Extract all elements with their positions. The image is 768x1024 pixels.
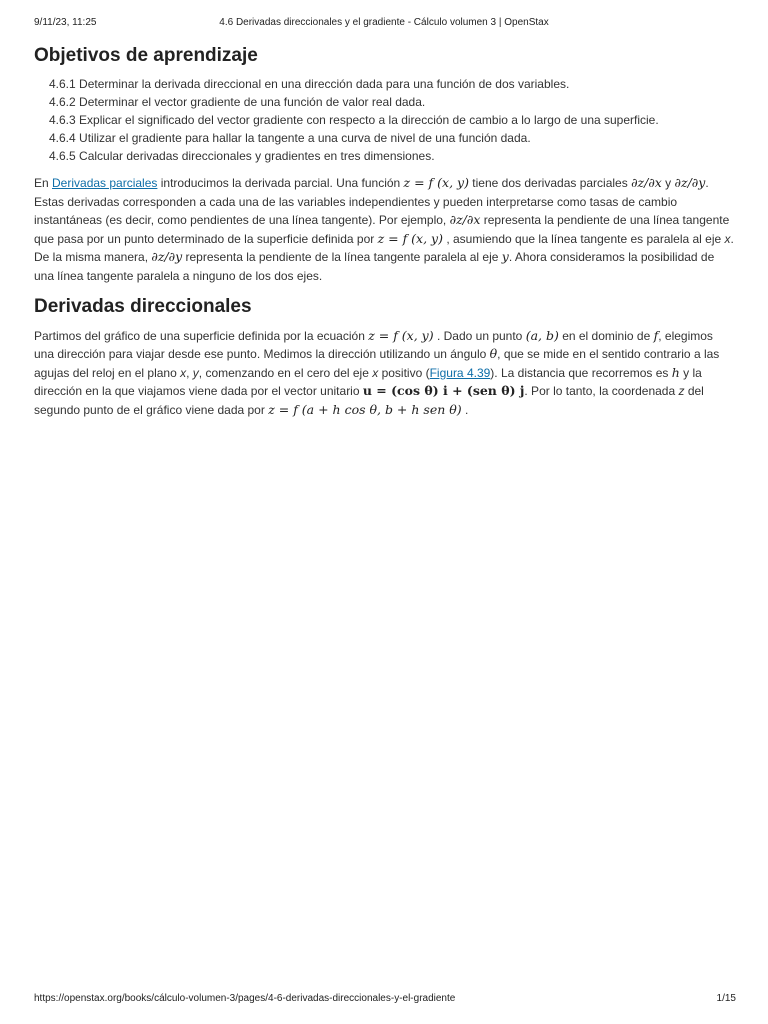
objective-item: 4.6.4 Utilizar el gradiente para hallar la tangente a una curva de nivel de una función dada.: [49, 131, 531, 145]
section-heading: Derivadas direccionales: [34, 295, 252, 317]
math-expression: ∂z/∂x: [631, 175, 662, 190]
math-expression: u = (cos θ) i + (sen θ) j: [362, 383, 525, 399]
objective-item: 4.6.5 Calcular derivadas direccionales y gradientes en tres dimensiones.: [49, 149, 435, 163]
section-paragraph: [34, 327, 734, 420]
math-expression: z = f (x, y): [377, 230, 443, 246]
text: . Ahora consideramos la posibilidad de una línea tangente paralela a ninguno de los dos ejes.: [34, 250, 715, 283]
math-expression: y: [501, 249, 509, 265]
objectives-heading: Objetivos de aprendizaje: [34, 45, 258, 66]
print-header: [0, 17, 768, 33]
italic-variable: y: [192, 365, 199, 380]
objective-item: 4.6.2 Determinar el vector gradiente de una función de valor real dada.: [49, 95, 426, 109]
text: , elegimos una dirección para viajar desde ese punto. Medimos la dirección utilizando un ángulo: [34, 328, 713, 362]
page-number: 1/15: [716, 993, 736, 1004]
text: representa la pendiente de la línea tangente paralela al eje: [182, 250, 502, 265]
print-page-title: 4.6 Derivadas direccionales y el gradiente - Cálculo volumen 3 | OpenStax: [219, 17, 549, 28]
math-expression: z = f (x, y): [368, 327, 434, 343]
print-url: https://openstax.org/books/cálculo-volumen-3/pages/4-6-derivadas-direccionales-y-el-gradiente: [34, 993, 456, 1004]
intro-paragraph: [34, 174, 734, 286]
print-footer: [0, 993, 768, 1009]
objective-item: 4.6.3 Explicar el significado del vector gradiente con respecto a la dirección de cambio a lo largo de una superficie.: [49, 113, 659, 127]
math-expression: z = f (a + h cos θ, b + h sen θ): [268, 401, 462, 417]
text: tiene dos derivadas parciales: [468, 176, 632, 190]
text: .: [461, 402, 469, 417]
text: . Por lo tanto, la coordenada: [524, 384, 679, 399]
italic-variable: x: [180, 365, 187, 380]
italic-variable: x: [724, 231, 731, 246]
text: en el dominio de: [558, 328, 654, 343]
text: representa la pendiente de una línea tangente que pasa por un punto determinado de la superficie definida por: [34, 213, 730, 246]
math-expression: (a, b): [525, 327, 559, 343]
page-content: [34, 42, 734, 420]
math-expression: ∂z/∂x: [449, 212, 481, 228]
text: del segundo punto de el gráfico viene dada por: [34, 384, 704, 417]
text: , asumiendo que la línea tangente es paralela al eje: [443, 231, 725, 246]
math-expression: θ: [489, 346, 498, 362]
math-expression: ∂z/∂y: [674, 175, 706, 190]
math-expression: f: [653, 327, 659, 343]
objective-item: 4.6.1 Determinar la derivada direccional en una dirección dada para una función de dos variables.: [49, 77, 570, 91]
math-expression: ∂z/∂y: [151, 249, 183, 265]
italic-variable: z: [678, 384, 685, 399]
text: positivo (: [378, 365, 430, 380]
text: ,: [186, 365, 193, 380]
print-date: 9/11/23, 11:25: [34, 17, 97, 28]
math-expression: h: [671, 364, 680, 380]
figure-link[interactable]: Figura 4.39: [429, 365, 491, 380]
math-expression: z = f (x, y): [403, 175, 469, 190]
text: , que se mide en el sentido contrario a las agujas del reloj en el plano: [34, 347, 720, 380]
text: introducimos la derivada parcial. Una función: [157, 176, 404, 190]
objectives-list: [49, 75, 734, 165]
text: Partimos del gráfico de una superficie definida por la ecuación: [34, 328, 369, 343]
text: , comenzando en el cero del eje: [198, 365, 373, 380]
text: ). La distancia que recorremos es: [490, 365, 672, 380]
text: . Estas derivadas corresponden a cada una de las variables independientes y pueden interpretarse como tasas de cambio instantáneas (es decir, como pendientes de una línea tangente). Por ejemplo,: [34, 176, 709, 228]
text: . De la misma manera,: [34, 231, 734, 265]
text: y la dirección en la que viajamos viene dada por el vector unitario: [34, 365, 702, 399]
italic-variable: x: [372, 365, 379, 380]
text: . Dado un punto: [433, 328, 526, 343]
partial-derivatives-link[interactable]: Derivadas parciales: [52, 176, 158, 190]
text: En: [34, 176, 53, 190]
text: y: [661, 176, 675, 190]
